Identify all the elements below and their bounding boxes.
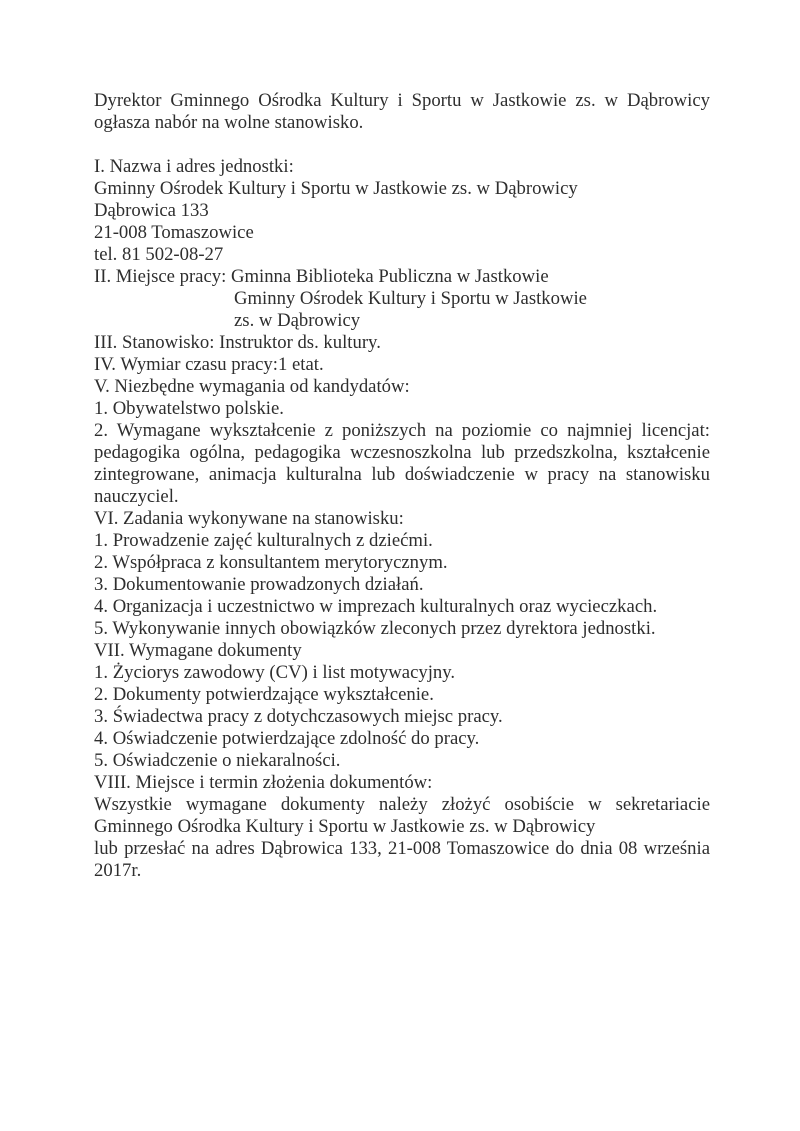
text-line: III. Stanowisko: Instruktor ds. kultury. (94, 332, 381, 353)
text-line: Gminny Ośrodek Kultury i Sportu w Jastkowie (234, 288, 587, 309)
text-line: zintegrowane, animacja kulturalna lub doświadczenie w pracy na stanowisku (94, 464, 710, 485)
text-line: V. Niezbędne wymagania od kandydatów: (94, 376, 410, 397)
text-line: 3. Świadectwa pracy z dotychczasowych miejsc pracy. (94, 706, 503, 727)
text-line: 4. Oświadczenie potwierdzające zdolność do pracy. (94, 728, 480, 749)
text-line: I. Nazwa i adres jednostki: (94, 156, 294, 177)
text-line: VI. Zadania wykonywane na stanowisku: (94, 508, 404, 529)
text-line: Gminnego Ośrodka Kultury i Sportu w Jastkowie zs. w Dąbrowicy (94, 816, 596, 837)
text-line: Dąbrowica 133 (94, 200, 209, 221)
text-line: 2. Współpraca z konsultantem merytorycznym. (94, 552, 448, 573)
text-line: 21-008 Tomaszowice (94, 222, 254, 243)
text-line: Gminny Ośrodek Kultury i Sportu w Jastkowie zs. w Dąbrowicy (94, 178, 578, 199)
text-line: 2. Dokumenty potwierdzające wykształcenie. (94, 684, 434, 705)
text-line: VIII. Miejsce i termin złożenia dokumentów: (94, 772, 433, 793)
text-line: IV. Wymiar czasu pracy:1 etat. (94, 354, 324, 375)
text-line: 2. Wymagane wykształcenie z poniższych na poziomie co najmniej licencjat: (94, 420, 710, 441)
text-line: 5. Wykonywanie innych obowiązków zleconych przez dyrektora jednostki. (94, 618, 656, 639)
text-line: pedagogika ogólna, pedagogika wczesnoszkolna lub przedszkolna, kształcenie (94, 442, 710, 463)
text-line: 5. Oświadczenie o niekaralności. (94, 750, 341, 771)
text-line: Dyrektor Gminnego Ośrodka Kultury i Sportu w Jastkowie zs. w Dąbrowicy (94, 90, 710, 111)
text-line: nauczyciel. (94, 486, 179, 507)
text-line: 3. Dokumentowanie prowadzonych działań. (94, 574, 424, 595)
text-line: II. Miejsce pracy: Gminna Biblioteka Publiczna w Jastkowie (94, 266, 549, 287)
text-line: ogłasza nabór na wolne stanowisko. (94, 112, 364, 133)
text-line: Wszystkie wymagane dokumenty należy złożyć osobiście w sekretariacie (94, 794, 710, 815)
text-line: tel. 81 502-08-27 (94, 244, 224, 265)
text-line: 2017r. (94, 860, 142, 881)
text-line: VII. Wymagane dokumenty (94, 640, 302, 661)
text-line: 1. Prowadzenie zajęć kulturalnych z dziećmi. (94, 530, 433, 551)
text-line: zs. w Dąbrowicy (234, 310, 361, 331)
text-line: lub przesłać na adres Dąbrowica 133, 21-008 Tomaszowice do dnia 08 września (94, 838, 710, 859)
text-line: 1. Obywatelstwo polskie. (94, 398, 284, 419)
blank-line (94, 134, 710, 156)
text-line: 1. Życiorys zawodowy (CV) i list motywacyjny. (94, 662, 456, 683)
job-announcement-body (94, 90, 710, 882)
text-line: 4. Organizacja i uczestnictwo w imprezach kulturalnych oraz wycieczkach. (94, 596, 658, 617)
